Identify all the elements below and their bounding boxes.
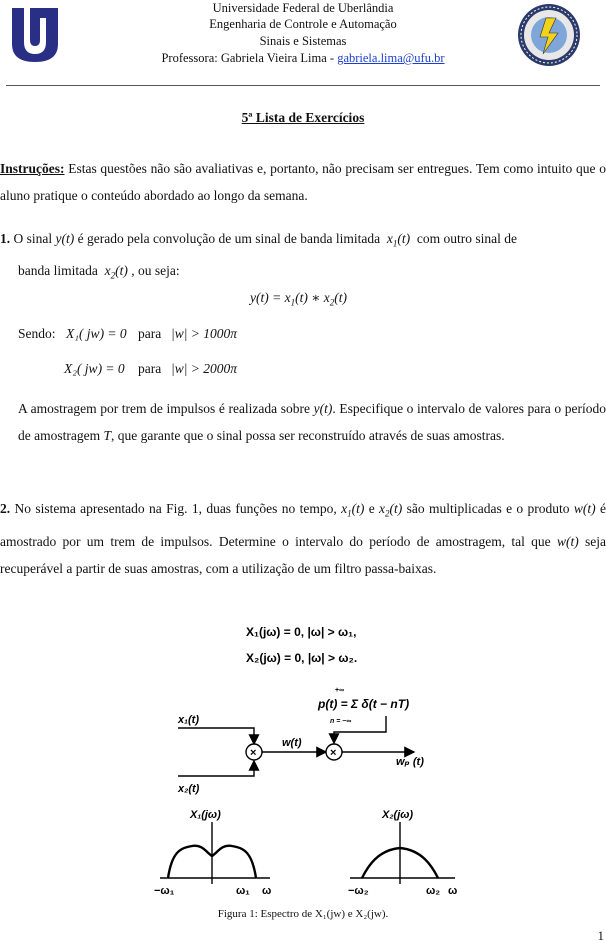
figure-pulse: p(t) = Σ δ(t − nT) [318, 697, 410, 711]
figure-sum-top: +∞ [335, 687, 345, 694]
q1-text-b: é gerado pela convolução de um sinal de banda limitada [74, 231, 384, 246]
q1-number: 1. [0, 231, 11, 246]
figure-neg-w2: −ω₂ [348, 885, 369, 897]
q1-line1 [0, 225, 606, 258]
header-divider [6, 85, 600, 86]
q1-x2: $x_2(t)$ [101, 263, 132, 281]
instructions-label: Instruções: [0, 161, 65, 176]
figure-omega-2: ω [448, 885, 458, 897]
figure-sum-bottom: n = −∞ [330, 718, 352, 725]
professor-name: Professora: Gabriela Vieira Lima - [161, 51, 338, 65]
q2-number: 2. [0, 501, 11, 516]
q2-text-d: seja recuperável a partir de suas amostras, com a utilização de um filtro passa-baixas. [0, 533, 606, 576]
instructions-paragraph [0, 155, 606, 209]
figure-cond2: X₂(jω) = 0, |ω| > ω₂. [246, 651, 358, 665]
q1-body-y: y(t) [313, 401, 333, 416]
figure-omega-1: ω [262, 885, 272, 897]
figure-wp-label: wₚ (t) [396, 756, 424, 768]
q2-paragraph [0, 495, 606, 582]
q2-text-b: são multiplicadas e o produto [402, 501, 574, 516]
x1-arrow [178, 728, 254, 744]
q1-line2-b: , ou seja: [131, 263, 180, 278]
figure-X1-label: X₁(jω) [190, 809, 221, 821]
figure-X2-label: X₂(jω) [382, 809, 414, 821]
q1-para-2: para [138, 361, 162, 376]
q1-line2 [18, 257, 606, 290]
page-title: 5ª Lista de Exercícios [241, 110, 365, 125]
q1-body [18, 395, 606, 449]
multiplier-1-symbol: × [250, 747, 257, 759]
q2-w-2: w(t) [556, 533, 579, 549]
q1-text-c: com outro sinal de [413, 231, 517, 246]
q1-text-a: O sinal [10, 231, 56, 246]
figure-1 [150, 620, 460, 900]
q2-text-a: No sistema apresentado na Fig. 1, duas funções no tempo, [10, 501, 342, 516]
header-course: Engenharia de Controle e Automação [209, 17, 397, 31]
page-number: 1 [597, 928, 604, 943]
figure-w1: ω₁ [236, 885, 250, 897]
multiplier-2-symbol: × [330, 747, 337, 759]
figure-cond1: X₁(jω) = 0, |ω| > ω₁, [246, 625, 357, 639]
figure-x2-label: x₂(t) [178, 783, 200, 795]
q1-line2-a: banda limitada [18, 263, 102, 278]
q1-sendo-label: Sendo: [18, 326, 56, 341]
instructions-text: Estas questões não são avaliativas e, portanto, não precisam ser entregues. Tem como intuito que o aluno pratique o conteúdo abordado ao longo da semana. [0, 161, 606, 203]
figure-w-label: w(t) [282, 737, 302, 749]
q2-x1: $x_1(t)$ [341, 501, 365, 519]
q1-cond1-rhs: |w| > 1000π [171, 326, 238, 341]
q1-cond2-rhs: |w| > 2000π [171, 361, 238, 376]
header-professor [0, 50, 606, 66]
figure-w2: ω₂ [426, 885, 441, 897]
q2-x2: $x_2(t)$ [379, 501, 403, 519]
figure-neg-w1: −ω₁ [154, 885, 175, 897]
x2-arrow [178, 761, 254, 776]
figure-x1-label: x₁(t) [178, 714, 199, 726]
q1-para-1: para [138, 326, 162, 341]
figure-caption: Figura 1: Espectro de X₁(jw) e X₂(jw). [217, 908, 389, 920]
q1-cond2: X₂( jw) = 0 [64, 361, 125, 376]
q2-text-e: e [364, 501, 380, 516]
q2-text-c: é amostrado por um trem de impulsos. Determine o intervalo do período de amostragem, tal que [0, 501, 606, 549]
q1-body-T: T [103, 428, 111, 443]
q1-convolution-equation: $y(t) = x_1(t)$ ∗ $x_2(t)$ [250, 290, 348, 308]
q2-w: w(t) [573, 501, 596, 516]
q1-body-b: . Especifique o intervalo de valores para o período de amostragem [18, 401, 606, 443]
q1-body-c: , que garante que o sinal possa ser reconstruído através de suas amostras. [111, 428, 505, 443]
q1-x1: $x_1(t)$ [383, 231, 414, 249]
professor-email-link[interactable]: gabriela.lima@ufu.br [337, 51, 445, 65]
q1-cond1: X₁( jw) = 0 [66, 326, 127, 341]
q1-y: y(t) [55, 231, 75, 246]
header-university: Universidade Federal de Uberlândia [212, 1, 394, 15]
q1-body-a: A amostragem por trem de impulsos é realizada sobre [18, 401, 314, 416]
header-subject: Sinais e Sistemas [259, 34, 347, 48]
